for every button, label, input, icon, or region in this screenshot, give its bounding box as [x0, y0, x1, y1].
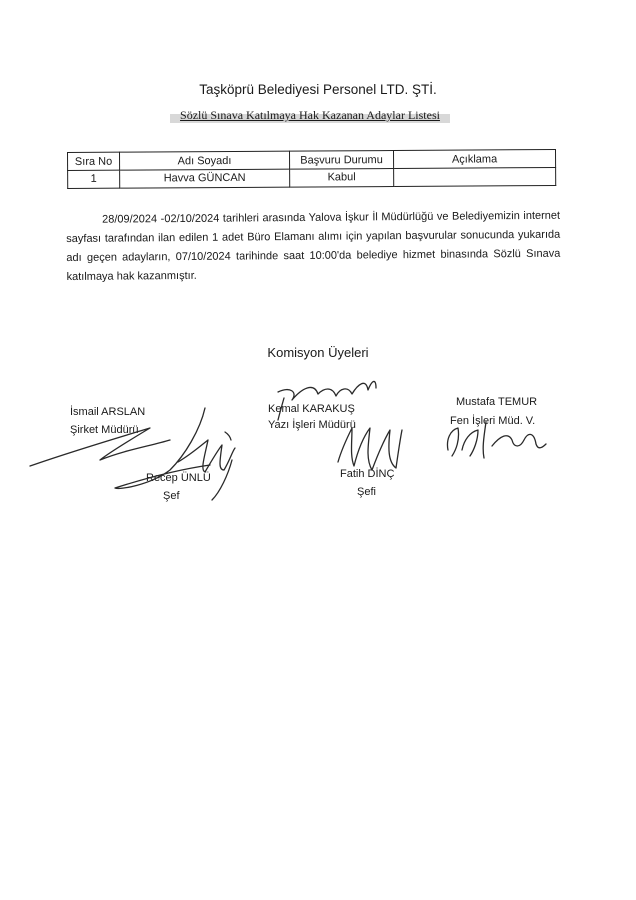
signature-fatih-dinc: [338, 428, 402, 470]
member-title-sefi: Şefi: [357, 486, 376, 498]
signature-mustafa-temur: [447, 422, 546, 458]
member-title-fen-isleri: Fen İşleri Müd. V.: [450, 415, 536, 427]
cell-basvuru-durumu: Kabul: [290, 169, 394, 188]
announcement-text: 28/09/2024 -02/10/2024 tarihleri arasında Yalova İşkur İl Müdürlüğü ve Belediyemizin internet sayfası tarafından ilan edilen 1 adet Büro Elamanı alımı için yapılan başvurular sonucunda yukarıda adı geçen adayların, 07/10/2024 tarihinde saat 10:00'da belediye hizmet binasında Sözlü Sınava katılmaya hak kazanmıştır.: [66, 209, 561, 283]
column-header-basvuru-durumu: Başvuru Durumu: [289, 151, 393, 170]
announcement-paragraph: [66, 207, 561, 287]
member-name-kemal-karakus: Kemal KARAKUŞ: [268, 403, 355, 415]
member-title-yazi-isleri-muduru: Yazı İşleri Müdürü: [268, 419, 356, 431]
member-name-mustafa-temur: Mustafa TEMUR: [456, 396, 538, 408]
table-row: [68, 168, 556, 189]
company-name: Taşköprü Belediyesi Personel LTD. ŞTİ.: [199, 82, 437, 97]
column-header-adi-soyadi: Adı Soyadı: [120, 151, 290, 170]
member-title-sirket-muduru: Şirket Müdürü: [70, 424, 139, 436]
cell-aciklama: [394, 168, 556, 187]
member-name-ismail-arslan: İsmail ARSLAN: [70, 406, 146, 418]
committee-title: Komisyon Üyeleri: [267, 345, 369, 360]
column-header-sira-no: Sıra No: [68, 152, 120, 170]
member-title-sef: Şef: [163, 490, 180, 502]
cell-adi-soyadi: Havva GÜNCAN: [120, 169, 290, 188]
signature-recep-unlu: [178, 432, 235, 500]
document-subtitle: Sözlü Sınava Katılmaya Hak Kazanan Adaylar Listesi: [170, 108, 450, 123]
candidates-table: [67, 149, 556, 189]
cell-sira-no: 1: [68, 170, 120, 188]
column-header-aciklama: Açıklama: [393, 150, 555, 169]
member-name-recep-unlu: Recep ÜNLÜ: [146, 472, 211, 484]
member-name-fatih-dinc: Fatih DİNÇ: [340, 468, 395, 480]
